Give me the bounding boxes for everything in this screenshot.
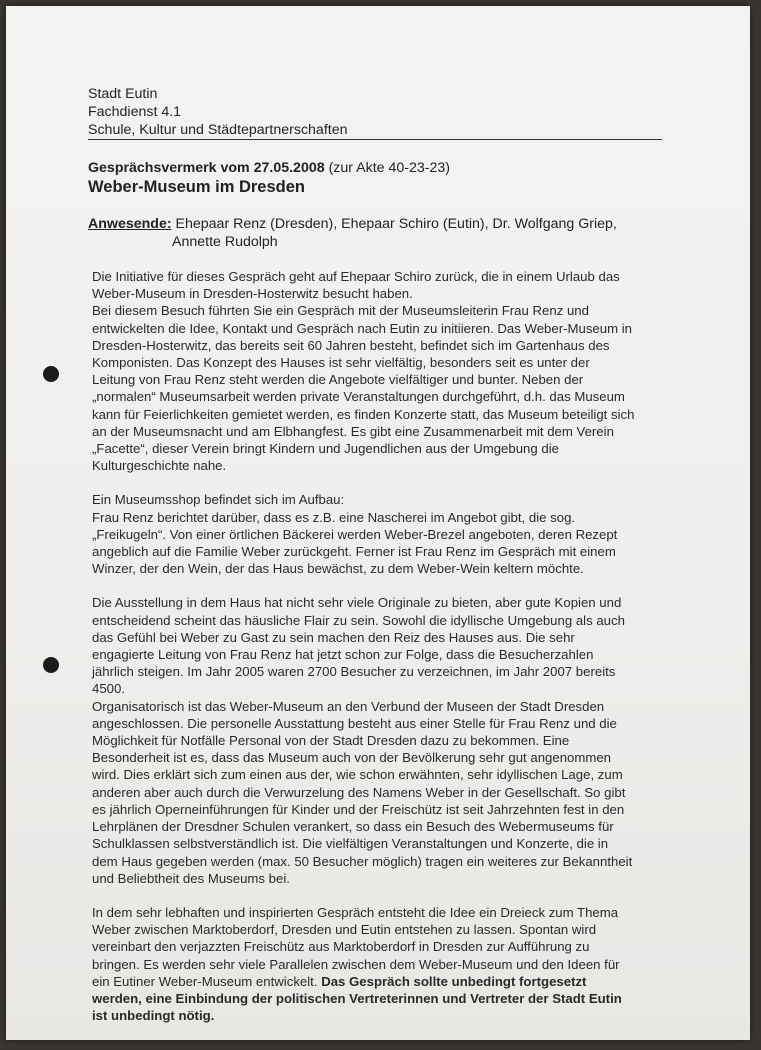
body-line: entwickelten die Idee, Kontakt und Gespräch nach Eutin zu initiieren. Das Weber-Museum in [92,320,632,336]
body-line: Dresden-Hosterwitz, das bereits seit 60 Jahren besteht, befindet sich im Gartenhaus des [92,337,610,353]
body-line: Leitung von Frau Renz steht werden die Angebote vielfältiger und bunter. Neben der [92,372,584,388]
conclusion-text: ist unbedingt nötig. [92,1008,215,1024]
conclusion-text: werden, eine Einbindung der politischen Vertreterinnen und Vertreter der Stadt Eutin [92,990,622,1006]
body-line: Winzer, der den Wein, der das Haus bewächst, zu dem Weber-Wein keltern möchte. [92,561,584,577]
conclusion-text: Das Gespräch sollte unbedingt fortgesetzt [321,973,587,989]
body-line: Besonderheit ist es, dass das Museum auch von der Bevölkerung sehr gut angenommen [92,750,612,766]
body-line: jährlich steigen. Im Jahr 2005 waren 2700 Besucher zu verzeichnen, im Jahr 2007 bereits [92,664,616,680]
memo-title: Gesprächsvermerk vom 27.05.2008 [88,160,325,176]
body-line: wird. Dies erklärt sich zum einen aus der, wie schon erwähnten, sehr idyllischen Lage, zum [92,767,623,783]
body-line: Kulturgeschichte nahe. [92,458,227,474]
body-line: Frau Renz berichtet darüber, dass es z.B. eine Nascherei im Angebot gibt, die sog. [92,509,576,525]
body-line: kann für Feierlichkeiten gemietet werden, es finden Konzerte statt, das Museum beteiligt sich [92,406,635,422]
body-line: In dem sehr lebhaften und inspirierten Gespräch entsteht die Idee ein Dreieck zum Thema [92,904,619,920]
punch-hole-bottom [43,657,59,673]
body-line: Ein Museumsshop befindet sich im Aufbau: [92,492,345,508]
memo-title-line [88,160,450,176]
punch-hole-top [43,366,59,382]
body-line: Organisatorisch ist das Weber-Museum an den Verbund der Museen der Stadt Dresden [92,698,605,714]
body-line: Möglichkeit für Notfälle Personal von der Stadt Dresden dazu zu bekommen. Eine [92,733,570,749]
memo-subtitle: Weber-Museum im Dresden [88,178,305,196]
body-line: angeblich auf die Familie Weber zurückgeht. Ferner ist Frau Renz im Gespräch mit einem [92,544,616,560]
letterhead-department: Fachdienst 4.1 [88,104,182,120]
body-line: „normalen“ Museumsarbeit werden private Veranstaltungen durchgeführt, d.h. das Museum [92,389,625,405]
body-line: „Facette“, dieser Verein bringt Kindern und Jugendlichen aus der Umgebung die [92,441,559,457]
body-line: Schulklassen selbstverständlich ist. Die vielfältigen Veranstaltungen und Konzerte, die in [92,836,609,852]
body-line: an der Museumsnacht und am Elbhangfest. Es gibt eine Zusammenarbeit mit dem Verein [92,423,614,439]
letterhead-city: Stadt Eutin [88,86,158,102]
attendees-line-2: Annette Rudolph [172,234,278,250]
memo-body [92,268,672,1024]
body-line: entscheidend scheint das häusliche Flair zu sein. Sowohl die idyllische Umgebung als auch [92,612,625,628]
body-line: ein Eutiner Weber-Museum entwickelt. [92,973,318,989]
body-line-mixed [92,973,672,990]
body-line: Weber-Museum in Dresden-Hosterwitz besucht haben. [92,286,413,302]
body-line: Lehrplänen der Dresdner Schulen verankert, so dass ein Besuch des Webermuseums für [92,819,614,835]
letterhead-division: Schule, Kultur und Städtepartnerschaften [88,122,348,138]
body-line: es jährlich Operneinführungen für Kinder und der Freischütz ist seit Jahrzehnten fest in den [92,801,625,817]
body-line: angeschlossen. Die personelle Ausstattung besteht aus einer Stelle für Frau Renz und die [92,715,617,731]
body-line: Die Initiative für dieses Gespräch geht auf Ehepaar Schiro zurück, die in einem Urlaub das [92,269,620,284]
body-line: Die Ausstellung in dem Haus hat nicht sehr viele Originale zu bieten, aber gute Kopien und [92,595,622,611]
body-line: 4500. [92,681,126,697]
body-line: engagierte Leitung von Frau Renz hat jetzt schon zur Folge, dass die Besucherzahlen [92,647,594,663]
attendees-label: Anwesende: [88,216,172,232]
body-line: das Gefühl bei Weber zu Gast zu sein machen den Reiz des Hauses aus. Die sehr [92,629,575,645]
body-line: anderen aber auch durch die Verwurzelung des Namens Weber in der Gesellschaft. So gibt [92,784,626,800]
body-line: „Freikugeln“. Von einer örtlichen Bäckerei werden Weber-Brezel angeboten, deren Rezept [92,526,618,542]
attendees [88,215,678,251]
header-divider [88,139,662,140]
body-line: vereinbart den verjazzten Freischütz aus Marktoberdorf in Dresden zur Aufführung zu [92,939,590,955]
letterhead [88,85,347,139]
memo-file-ref: (zur Akte 40-23-23) [328,160,451,176]
body-line: dem Haus gegeben werden (max. 50 Besucher möglich) tragen ein weiteres zur Bekanntheit [92,853,633,869]
attendees-line-1: Ehepaar Renz (Dresden), Ehepaar Schiro (Eutin), Dr. Wolfgang Griep, [175,216,617,232]
body-line: Weber zwischen Marktoberdorf, Dresden und Eutin entstehen zu lassen. Spontan wird [92,922,597,938]
body-line: Komponisten. Das Konzept des Hauses ist sehr vielfältig, besonders seit es unter der [92,355,590,371]
body-line: Bei diesem Besuch führten Sie ein Gespräch mit der Museumsleiterin Frau Renz und [92,303,589,319]
body-line: bringen. Es werden sehr viele Parallelen zwischen dem Weber-Museum und den Ideen für [92,956,620,972]
body-line: und Beliebtheit des Museums bei. [92,870,290,886]
